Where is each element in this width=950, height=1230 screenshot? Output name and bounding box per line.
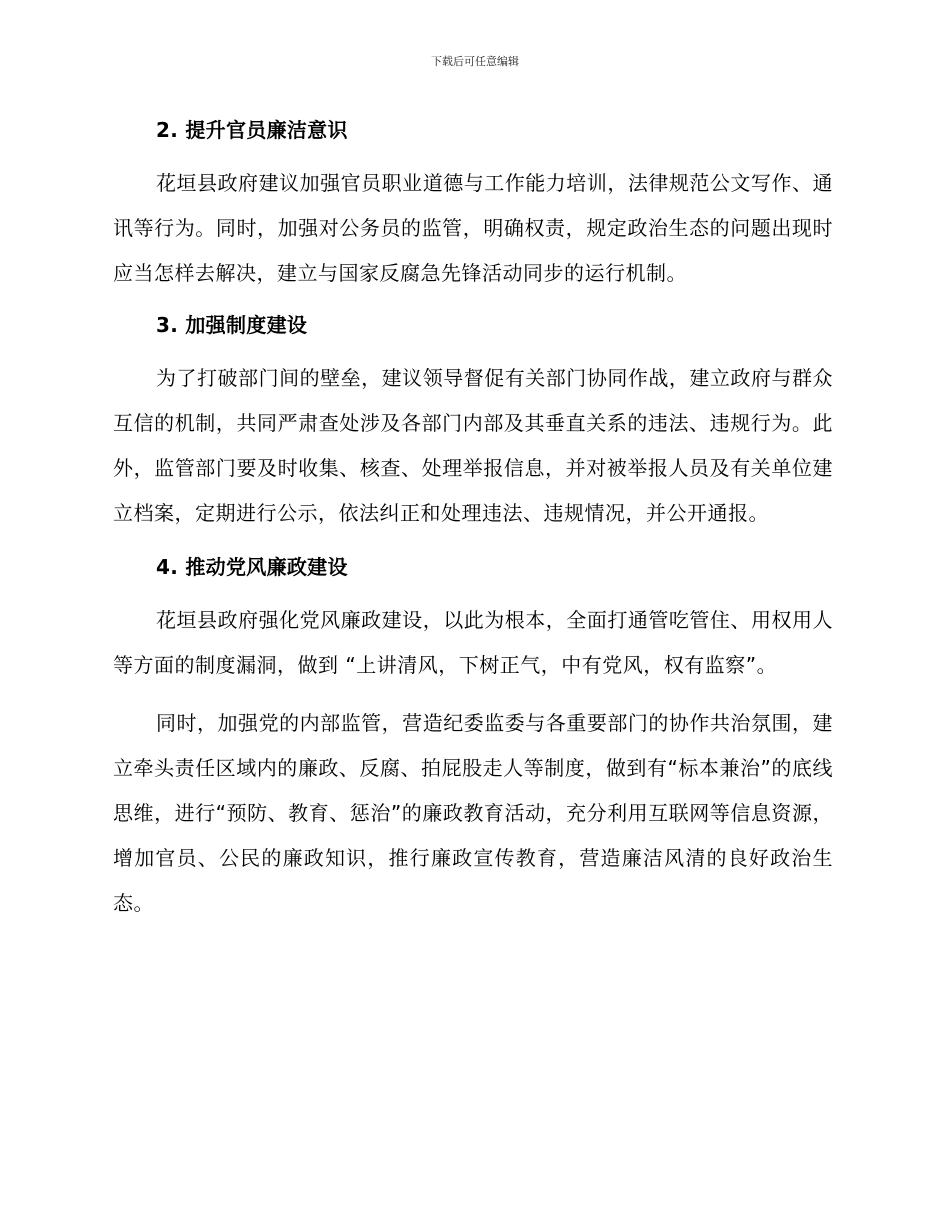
section-4-paragraph-1: 花垣县政府强化党风廉政建设，以此为根本，全面打通管吃管住、用权用人等方面的制度漏洞，做到 “上讲清风，下树正气，中有党风，权有监察”。	[113, 608, 833, 677]
section-heading-2: 2. 提升官员廉洁意识	[156, 118, 348, 142]
section-heading-3: 3. 加强制度建设	[156, 313, 308, 337]
page-header-note: 下载后可任意编辑	[431, 55, 519, 68]
section-heading-4: 4. 推动党风廉政建设	[156, 555, 348, 579]
section-4-paragraph-2: 同时，加强党的内部监管，营造纪委监委与各重要部门的协作共治氛围，建立牵头责任区域内的廉政、反腐、拍屁股走人等制度，做到有“标本兼治”的底线思维，进行“预防、教育、惩治”的廉政教育活动，充分利用互联网等信息资源，增加官员、公民的廉政知识，推行廉政宣传教育，营造廉洁风清的良好政治生态。	[113, 711, 833, 915]
section-2-paragraph: 花垣县政府建议加强官员职业道德与工作能力培训，法律规范公文写作、通讯等行为。同时，加强对公务员的监管，明确权责，规定政治生态的问题出现时应当怎样去解决，建立与国家反腐急先锋活动同步的运行机制。	[113, 171, 833, 285]
section-3-paragraph: 为了打破部门间的壁垒，建议领导督促有关部门协同作战，建立政府与群众互信的机制，共同严肃查处涉及各部门内部及其垂直关系的违法、违规行为。此外，监管部门要及时收集、核查、处理举报信息，并对被举报人员及有关单位建立档案，定期进行公示，依法纠正和处理违法、违规情况，并公开通报。	[113, 366, 833, 525]
document-body	[113, 112, 833, 926]
